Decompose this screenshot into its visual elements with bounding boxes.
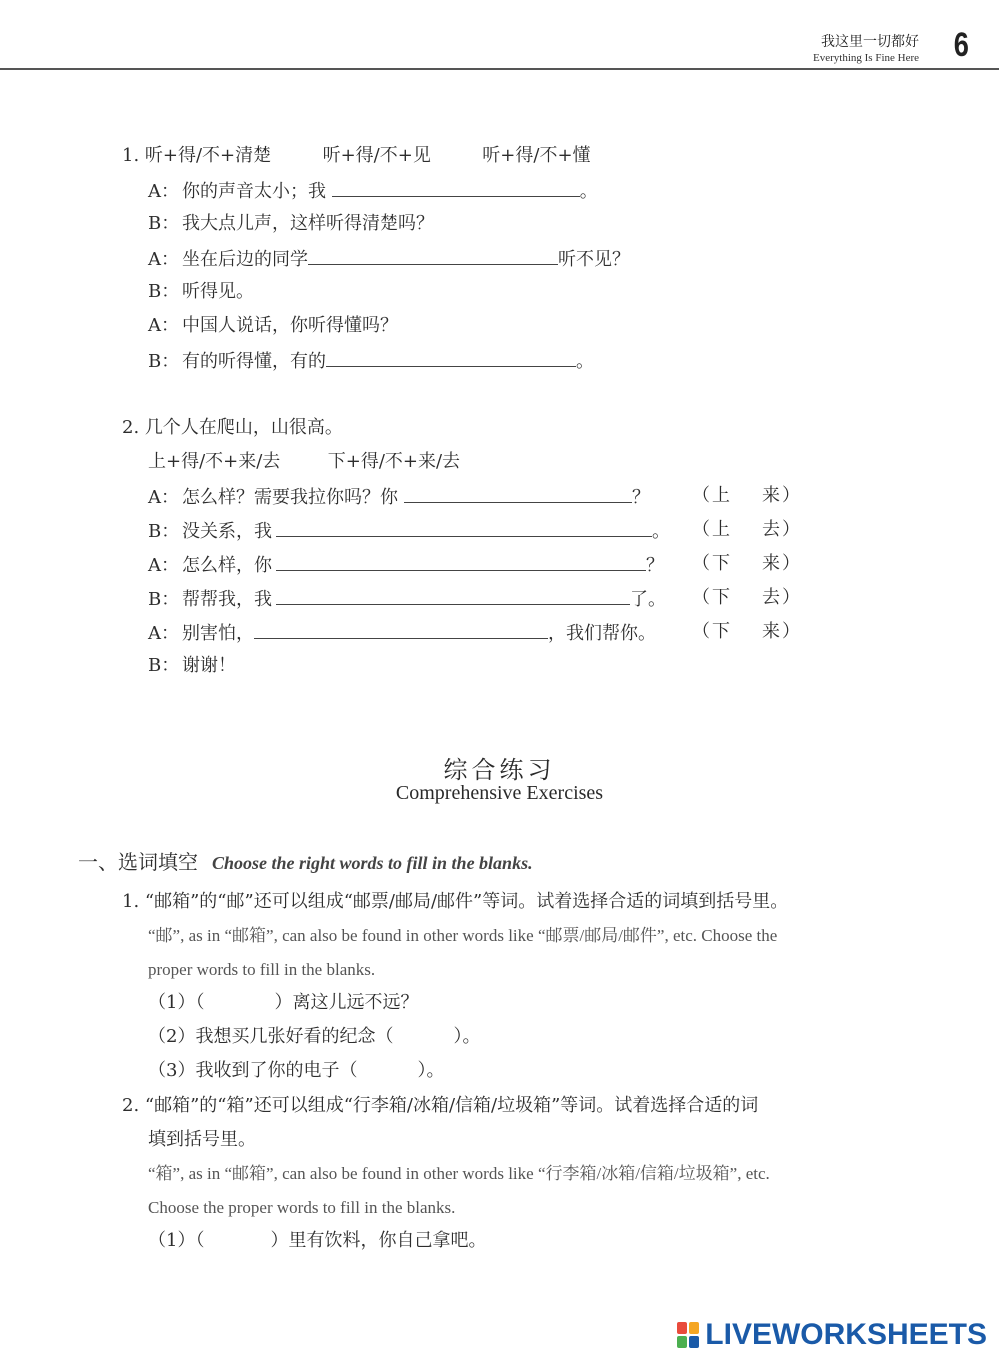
speaker-label: B：: [148, 213, 180, 234]
brand-text: LIVEWORKSHEETS: [705, 1318, 987, 1351]
running-header-english: Everything Is Fine Here: [813, 52, 919, 64]
speaker-label: B：: [148, 281, 180, 302]
hint-complement: 来）: [762, 621, 802, 642]
item-number: （1）: [148, 992, 196, 1013]
running-header-chinese: 我这里一切都好: [821, 34, 919, 50]
q1-item-2: [148, 1025, 480, 1049]
question-1-stem: 1. “邮箱”的“邮”还可以组成“邮票/邮局/邮件”等词。试着选择合适的词填到括号里。: [122, 891, 789, 912]
item-text: ）离这儿远不远？: [274, 992, 419, 1013]
item-number: （1）: [148, 1230, 196, 1251]
speaker-label: A：: [148, 315, 179, 336]
item-text: （: [195, 992, 205, 1013]
question-1-english-1: “邮”, as in “邮箱”, can also be found in other words like “邮票/邮局/邮件”, etc. Choose the: [148, 926, 778, 945]
hint-1: [692, 484, 802, 508]
speaker-label: A：: [148, 249, 179, 270]
answer-blank[interactable]: [332, 178, 580, 197]
line-end: 。: [579, 181, 598, 202]
line-text: 帮帮我，我: [182, 589, 272, 610]
heading-part: 听+得/不+懂: [482, 145, 591, 166]
speaker-label: B：: [148, 655, 180, 676]
item-number: （3）: [148, 1060, 196, 1081]
exercise-1-heading: [122, 144, 591, 168]
question-1-english-2: proper words to fill in the blanks.: [148, 960, 376, 979]
answer-blank[interactable]: [308, 246, 558, 265]
q1-item-1: [148, 991, 418, 1015]
pattern-up: 上+得/不+来/去: [148, 451, 281, 472]
line-end: ，我们帮你。: [548, 623, 656, 644]
ex1-line-5: [148, 314, 398, 338]
pattern-down: 下+得/不+来/去: [327, 451, 461, 472]
ex1-line-4: [148, 280, 254, 304]
line-end: ？: [632, 487, 650, 508]
speaker-label: A：: [148, 623, 179, 644]
heading-part: 1. 听+得/不+清楚: [122, 145, 272, 166]
answer-blank[interactable]: [404, 484, 632, 503]
q1-item-3: [148, 1059, 444, 1083]
part-heading-english: Choose the right words to fill in the blanks.: [212, 853, 533, 873]
liveworksheets-logo-icon: [677, 1322, 699, 1348]
line-text: 坐在后边的同学: [182, 249, 308, 270]
hint-2: [692, 518, 802, 542]
speaker-label: B：: [148, 351, 180, 372]
hint-5: [692, 620, 802, 644]
question-2-english-2: Choose the proper words to fill in the blanks.: [148, 1198, 456, 1217]
hint-3: [692, 552, 802, 576]
speaker-label: A：: [148, 181, 179, 202]
question-2-stem-2: 填到括号里。: [148, 1129, 256, 1150]
answer-blank[interactable]: [326, 348, 576, 367]
liveworksheets-brand: [677, 1318, 987, 1352]
q2-item-1: [148, 1229, 486, 1253]
line-text: 别害怕，: [182, 623, 254, 644]
item-text: ）里有饮料，你自己拿吧。: [270, 1230, 487, 1251]
line-text: 你的声音太小；我: [182, 181, 326, 202]
hint-direction: （上: [692, 485, 732, 506]
ex1-line-2: [148, 212, 434, 236]
ex2-line-4: [148, 586, 666, 612]
answer-blank[interactable]: [276, 586, 630, 605]
ex1-line-1: [148, 178, 598, 204]
speaker-label: B：: [148, 521, 180, 542]
line-end: 了。: [630, 589, 666, 610]
item-text: 我想买几张好看的纪念（: [195, 1026, 394, 1047]
hint-complement: 来）: [762, 553, 802, 574]
line-text: 中国人说话，你听得懂吗？: [182, 315, 398, 336]
hint-direction: （下: [692, 621, 732, 642]
exercise-2-patterns: [148, 450, 460, 474]
hint-4: [692, 586, 802, 610]
line-text: 没关系，我: [182, 521, 272, 542]
answer-blank[interactable]: [254, 620, 548, 639]
line-text: 谢谢！: [182, 655, 236, 676]
item-text: 我收到了你的电子（: [195, 1060, 358, 1081]
speaker-label: B：: [148, 589, 180, 610]
section-title-chinese: 综合练习: [443, 756, 556, 784]
hint-complement: 来）: [762, 485, 802, 506]
ex2-line-3: [148, 552, 664, 578]
section-title-english: Comprehensive Exercises: [395, 782, 604, 804]
line-text: 怎么样，你: [182, 555, 272, 576]
ex1-line-6: [148, 348, 594, 374]
ex2-line-1: [148, 484, 650, 510]
ex2-line-2: [148, 518, 670, 544]
line-text: 有的听得懂，有的: [182, 351, 326, 372]
line-text: 我大点儿声，这样听得清楚吗？: [182, 213, 434, 234]
hint-direction: （上: [692, 519, 732, 540]
line-text: 听得见。: [182, 281, 254, 302]
chapter-number: 6: [953, 26, 969, 64]
exercise-2-heading: 2. 几个人在爬山，山很高。: [122, 417, 343, 438]
ex1-line-3: [148, 246, 630, 272]
item-text: ）。: [453, 1026, 481, 1047]
hint-complement: 去）: [762, 519, 802, 540]
question-2-english-1: “箱”, as in “邮箱”, can also be found in other words like “行李箱/冰箱/信箱/垃圾箱”, etc.: [148, 1164, 770, 1183]
part-heading: [78, 850, 533, 876]
ex2-line-5: [148, 620, 656, 646]
speaker-label: A：: [148, 555, 179, 576]
hint-direction: （下: [692, 553, 732, 574]
line-end: 听不见？: [558, 249, 630, 270]
line-end: 。: [576, 351, 594, 372]
hint-complement: 去）: [762, 587, 802, 608]
speaker-label: A：: [148, 487, 179, 508]
answer-blank[interactable]: [276, 518, 652, 537]
ex2-line-6: [148, 654, 236, 678]
item-text: （: [195, 1230, 205, 1251]
heading-part: 听+得/不+见: [322, 145, 431, 166]
item-number: （2）: [148, 1026, 196, 1047]
question-2-stem-1: 2. “邮箱”的“箱”还可以组成“行李箱/冰箱/信箱/垃圾箱”等词。试着选择合适的词: [122, 1095, 759, 1116]
item-text: ）。: [417, 1060, 445, 1081]
line-end: ？: [646, 555, 664, 576]
header-divider: [0, 68, 999, 70]
part-heading-chinese: 一、选词填空: [78, 850, 198, 874]
hint-direction: （下: [692, 587, 732, 608]
answer-blank[interactable]: [276, 552, 646, 571]
line-end: 。: [652, 521, 670, 542]
line-text: 怎么样？需要我拉你吗？你: [182, 487, 398, 508]
